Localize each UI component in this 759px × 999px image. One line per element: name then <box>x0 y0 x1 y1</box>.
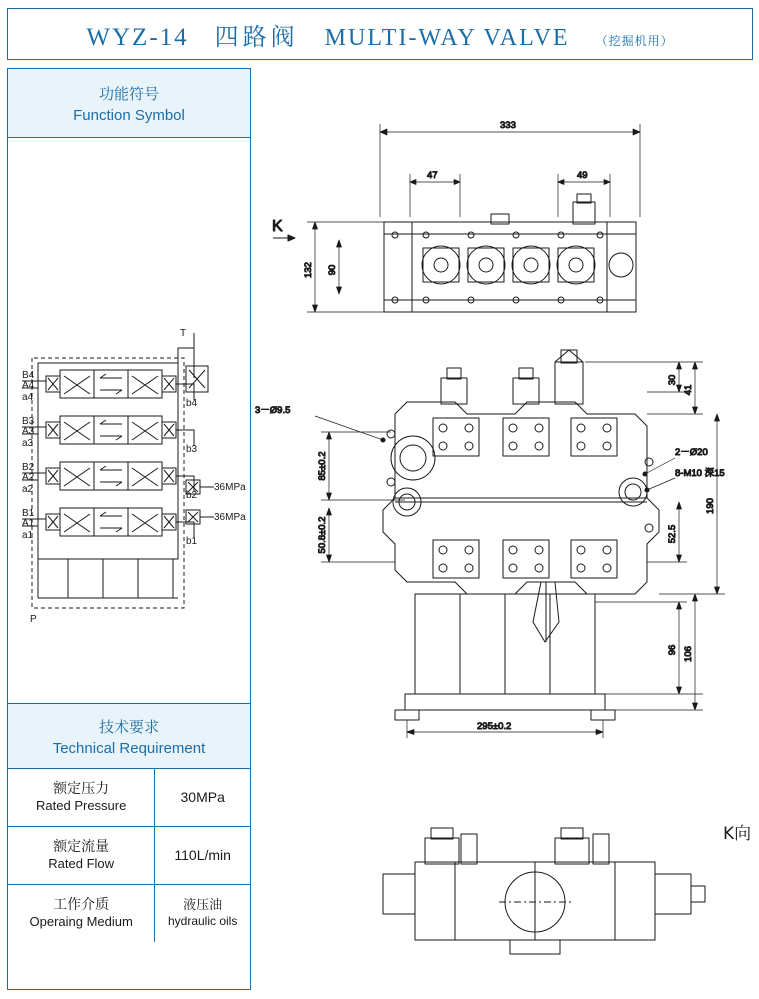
dim-2-dia-20: 2－Ø20 <box>675 447 708 458</box>
technical-requirement-title-cn: 技术要求 <box>98 717 159 736</box>
spec-label-cn: 工作介质 <box>53 896 110 913</box>
schematic-label-a3: a3 <box>22 438 34 449</box>
dim-90: 90 <box>327 264 338 276</box>
dim-190: 190 <box>705 498 716 514</box>
spec-label-en: Rated Pressure <box>36 798 127 814</box>
hydraulic-schematic <box>8 138 250 704</box>
spec-value-rated-flow <box>155 827 250 885</box>
schematic-label-B3: B3 <box>22 416 35 427</box>
dim-8-M10: 8-M10 深15 <box>675 468 725 479</box>
schematic-label-b3: b3 <box>186 444 198 455</box>
schematic-relief-2: 36MPa <box>214 512 246 523</box>
spec-value-cn: 液压油 <box>183 897 223 913</box>
schematic-label-a2: a2 <box>22 484 34 495</box>
dim-295: 295±0.2 <box>477 721 512 732</box>
technical-requirement-header <box>8 704 250 769</box>
function-symbol-title-cn: 功能符号 <box>98 84 159 103</box>
table-row <box>8 885 250 943</box>
schematic-label-b1: b1 <box>186 536 198 547</box>
schematic-label-P: P <box>30 614 37 625</box>
spec-label-en: Rated Flow <box>48 856 115 872</box>
schematic-label-a1: a1 <box>22 530 34 541</box>
dim-41: 41 <box>683 384 694 396</box>
function-symbol-header <box>8 69 250 138</box>
schematic-label-B2: B2 <box>22 462 35 473</box>
schematic-label-b4: b4 <box>186 398 198 409</box>
schematic-label-B1: B1 <box>22 508 35 519</box>
left-panel <box>7 68 251 990</box>
function-symbol-title-en: Function Symbol <box>73 106 185 124</box>
spec-label-rated-pressure <box>8 769 155 827</box>
k-view-label: K向 <box>723 824 752 844</box>
spec-value: 30MPa <box>180 788 225 805</box>
dim-52-5: 52.5 <box>667 524 678 544</box>
schematic-label-A4: A4 <box>22 380 35 391</box>
dim-49: 49 <box>577 170 588 181</box>
top-view-body <box>384 194 636 312</box>
dim-30: 30 <box>667 374 678 386</box>
specification-table <box>8 769 250 942</box>
spec-label-cn: 额定压力 <box>53 780 110 797</box>
dim-106: 106 <box>683 646 694 662</box>
dim-47: 47 <box>427 170 438 181</box>
k-view-body <box>383 828 705 954</box>
schematic-label-B4: B4 <box>22 370 35 381</box>
spec-label-operating-medium <box>8 885 155 943</box>
table-row <box>8 769 250 827</box>
spec-value-rated-pressure <box>155 769 250 827</box>
schematic-label-b2: b2 <box>186 490 198 501</box>
schematic-label-A3: A3 <box>22 426 35 437</box>
schematic-label-A1: A1 <box>22 518 35 529</box>
spec-value: 110L/min <box>174 846 231 863</box>
dim-85: 85±0.2 <box>317 451 328 481</box>
view-arrow-K-label: K <box>272 218 283 235</box>
title-name-en: MULTI-WAY VALVE <box>324 24 570 51</box>
dim-3-dia-9-5: 3－Ø9.5 <box>255 405 291 416</box>
technical-requirement-title-en: Technical Requirement <box>52 739 206 757</box>
dim-132: 132 <box>303 262 314 278</box>
title-inner <box>86 17 673 52</box>
dim-96: 96 <box>667 644 678 656</box>
title-model: WYZ-14 <box>86 23 189 51</box>
dim-333: 333 <box>500 120 516 131</box>
page-title-bar <box>7 8 753 60</box>
spec-label-rated-flow <box>8 827 155 885</box>
schematic-relief-1: 36MPa <box>214 482 246 493</box>
dim-50-8: 50.8±0.2 <box>317 516 328 554</box>
table-row <box>8 827 250 885</box>
schematic-label-A2: A2 <box>22 472 35 483</box>
spec-value-operating-medium <box>155 885 250 943</box>
schematic-label-T: T <box>180 328 187 339</box>
spec-label-en: Operaing Medium <box>29 914 133 930</box>
spec-value-en: hydraulic oils <box>167 914 238 929</box>
technical-drawing-area <box>255 62 755 992</box>
title-name-cn: 四路阀 <box>214 22 299 51</box>
schematic-label-a4: a4 <box>22 392 34 403</box>
main-view-body <box>383 350 659 720</box>
title-note-cn: （挖掘机用） <box>595 33 674 48</box>
spec-label-cn: 额定流量 <box>53 838 110 855</box>
